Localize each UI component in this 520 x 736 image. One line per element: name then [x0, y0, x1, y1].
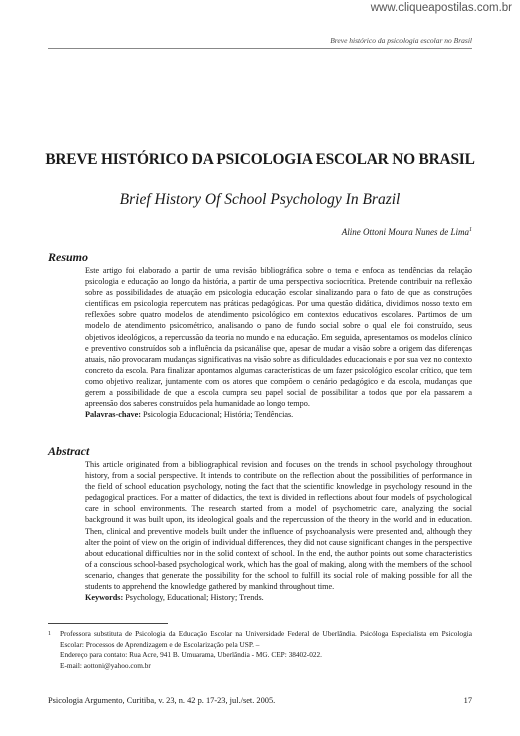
resumo-block	[85, 265, 472, 420]
resumo-text: Este artigo foi elaborado a partir de uma revisão bibliográfica sobre o tema e enfoca as tendências da relação psicologia e educação ao longo da história, a partir de uma perspectiva sociocrítica. Pretende contribuir na reflexão sobre as possibilidades de atuação em psicologia educação escolar sinalizando para o fato de que as construções científicas em psicologia repercutem nas práticas pedagógicas. Por uma questão didática, dividimos nosso texto em reflexões sobre quatro modelos de atendimento psicológico em contextos educativos escolares. Partimos de um modelo de atendimento psicométrico, analisando o pano de fundo social sobre o qual ele foi construído, seus objetivos ideológicos, a repercussão da teoria no mundo e na educação. Em seguida, apresentamos os modelos clínico e preventivo construídos sob a influência da psicanálise que, apesar de mudar a visão sobre a origem das diferenças atuais, não provocaram mudanças significativas na visão sobre as dificuldades educacionais e por sua vez no contexto concreto da escola. Para finalizar apontamos algumas características de um fazer psicológico escolar crítico, que tem como objetivo realizar, juntamente com os atores que compõem o cenário pedagógico e da escola, mudanças que gerem a possibilidade de que a escola cumpra seu papel social de possibilitar a todos que por ela passarem a apreensão dos saberes construídos pela humanidade ao longo tempo.	[85, 266, 472, 409]
running-head: Breve histórico da psicologia escolar no Brasil	[330, 36, 472, 45]
journal-citation: Psicologia Argumento, Curitiba, v. 23, n. 42 p. 17-23, jul./set. 2005.	[48, 696, 276, 705]
footnote-body	[60, 629, 472, 671]
abstract-keywords	[85, 592, 472, 603]
article-title: BREVE HISTÓRICO DA PSICOLOGIA ESCOLAR NO BRASIL	[45, 151, 475, 168]
abstract-block	[85, 459, 472, 603]
header-divider	[48, 48, 472, 49]
footnote-affiliation: Professora substituta de Psicologia da Educação Escolar na Universidade Federal de Uberlândia. Psicóloga Especialista em Psicologia Escolar: Processos de Aprendizagem e de Escolarização pela USP. –	[60, 629, 472, 649]
footnote-address: Endereço para contato: Rua Acre, 941 B. Umuarama, Uberlândia - MG. CEP: 38402-022.	[60, 650, 323, 659]
author-name: Aline Ottoni Moura Nunes de Lima	[341, 227, 469, 237]
author-line	[342, 227, 472, 237]
resumo-keywords-value: Psicologia Educacional; História; Tendências.	[142, 410, 294, 420]
abstract-keywords-label: Keywords:	[85, 593, 124, 603]
page-number: 17	[463, 696, 472, 705]
resumo-keywords	[85, 409, 472, 420]
resumo-keywords-label: Palavras-chave:	[85, 410, 141, 420]
footnote-divider	[48, 623, 168, 624]
resumo-heading: Resumo	[48, 250, 89, 264]
footnote-email: E-mail: aottoni@yahoo.com.br	[60, 660, 151, 670]
footnote-marker: 1	[48, 631, 51, 637]
footnote	[48, 629, 472, 671]
article-subtitle: Brief History Of School Psychology In Brazil	[119, 191, 401, 208]
abstract-heading: Abstract	[48, 444, 90, 458]
author-footnote-marker: 1	[469, 227, 472, 233]
abstract-keywords-value: Psychology, Educational; History; Trends.	[125, 593, 264, 603]
abstract-text: This article originated from a bibliographical revision and focuses on the trends in school psychology throughout history, from a social perspective. It intends to contribute on the reflection about the possibilities of performance in the field of school education psychology, noting the fact that the scientific knowledge in psychology resound in the pedagogical practices. For a matter of didactics, the text is divided in reflections about four models of psychological care in school environments. The research started from a model of psychometric care, analyzing the social background it was built upon, its ideological goals and the repercussion of the theory in the world and in education. Then, clinical and preventive models built under the influence of psychoanalysis were presented and, although they alter the point of view on the origin of individual differences, they did not cause significant changes in the perspective about educational difficulties nor in the solid context of school. In the end, the author points out some characteristics of a conscious school-based psychological work, which has the goal of making, along with the members of the school scenario, changes that generate the possibility for the school to fulfill its social role of making possible for all the students to apprehend the knowledge gathered by mankind throughout time.	[85, 460, 472, 592]
watermark-url: www.cliqueapostilas.com.br	[370, 2, 512, 14]
